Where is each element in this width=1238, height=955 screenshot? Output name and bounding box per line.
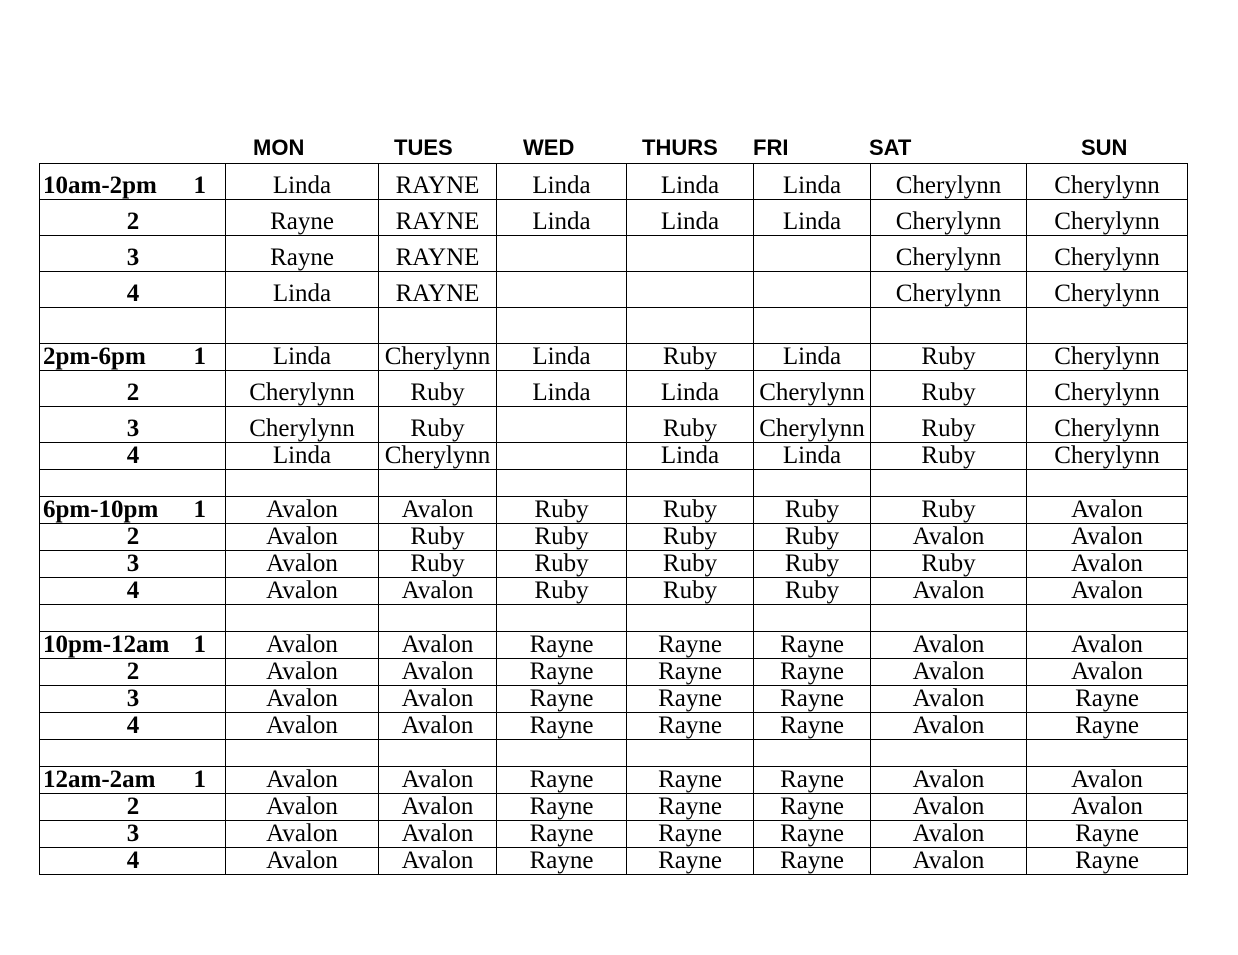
table-row (40, 551, 1188, 578)
schedule-cell: Ruby (497, 551, 627, 578)
schedule-cell: Ruby (754, 524, 871, 551)
schedule-cell: Linda (497, 200, 627, 236)
schedule-cell (497, 470, 627, 497)
schedule-cell: Cherylynn (1027, 236, 1188, 272)
schedule-cell: Avalon (226, 632, 379, 659)
schedule-cell (379, 605, 497, 632)
schedule-cell (226, 740, 379, 767)
schedule-cell: Ruby (627, 407, 754, 443)
schedule-cell: Avalon (226, 497, 379, 524)
schedule-cell: Ruby (627, 344, 754, 371)
slot-cell (40, 470, 226, 497)
shift-number: 1 (193, 766, 206, 793)
schedule-cell (871, 740, 1027, 767)
schedule-cell (627, 605, 754, 632)
schedule-cell: Rayne (497, 686, 627, 713)
shift-number: 1 (193, 496, 206, 523)
schedule-cell: Rayne (627, 767, 754, 794)
table-row (40, 713, 1188, 740)
day-header-tues: TUES (394, 135, 453, 160)
shift-number: 4 (126, 577, 140, 604)
slot-cell (40, 308, 226, 344)
slot-cell (40, 605, 226, 632)
table-row (40, 578, 1188, 605)
slot-cell (40, 659, 226, 686)
time-range-label: 10am-2pm (43, 172, 157, 199)
schedule-cell (497, 443, 627, 470)
schedule-cell: Ruby (497, 497, 627, 524)
schedule-cell: Rayne (497, 659, 627, 686)
schedule-cell: RAYNE (379, 164, 497, 200)
schedule-cell: Avalon (871, 794, 1027, 821)
table-row (40, 272, 1188, 308)
schedule-cell: Cherylynn (871, 164, 1027, 200)
schedule-cell: Rayne (627, 848, 754, 875)
schedule-cell: Avalon (226, 767, 379, 794)
schedule-cell: Cherylynn (379, 344, 497, 371)
schedule-cell (754, 236, 871, 272)
schedule-cell (1027, 470, 1188, 497)
schedule-cell: Cherylynn (1027, 407, 1188, 443)
schedule-cell: Linda (754, 200, 871, 236)
schedule-cell: Rayne (754, 686, 871, 713)
schedule-cell: Cherylynn (226, 371, 379, 407)
schedule-cell: Linda (226, 344, 379, 371)
schedule-cell: Rayne (754, 767, 871, 794)
schedule-cell: Avalon (379, 659, 497, 686)
schedule-cell: Linda (226, 164, 379, 200)
schedule-cell: Rayne (497, 794, 627, 821)
slot-cell (40, 497, 226, 524)
slot-cell (40, 164, 226, 200)
shift-number: 4 (126, 442, 140, 469)
schedule-cell: Ruby (379, 407, 497, 443)
schedule-cell: Ruby (754, 551, 871, 578)
schedule-cell: Avalon (379, 578, 497, 605)
day-header-wed: WED (523, 135, 575, 160)
schedule-cell (627, 308, 754, 344)
schedule-cell: Avalon (226, 713, 379, 740)
schedule-cell: Rayne (1027, 848, 1188, 875)
time-range-label: 6pm-10pm (43, 496, 159, 523)
schedule-cell: Ruby (497, 524, 627, 551)
slot-cell (40, 767, 226, 794)
schedule-cell: Cherylynn (1027, 164, 1188, 200)
schedule-cell: Ruby (871, 551, 1027, 578)
schedule-cell (627, 272, 754, 308)
schedule-cell: Rayne (1027, 713, 1188, 740)
schedule-cell: Cherylynn (1027, 443, 1188, 470)
slot-cell (40, 740, 226, 767)
slot-cell (40, 578, 226, 605)
schedule-cell: Ruby (627, 578, 754, 605)
schedule-cell: Linda (497, 164, 627, 200)
schedule-cell: Ruby (497, 578, 627, 605)
schedule-cell: Linda (497, 344, 627, 371)
schedule-cell: Avalon (226, 578, 379, 605)
slot-cell (40, 371, 226, 407)
schedule-cell: Linda (754, 164, 871, 200)
schedule-cell: Linda (226, 443, 379, 470)
schedule-cell: Avalon (1027, 632, 1188, 659)
schedule-cell: Linda (627, 371, 754, 407)
slot-cell (40, 794, 226, 821)
schedule-cell: Ruby (754, 497, 871, 524)
schedule-cell: Linda (754, 344, 871, 371)
table-row (40, 344, 1188, 371)
schedule-cell: Avalon (379, 686, 497, 713)
table-row (40, 164, 1188, 200)
schedule-cell (226, 470, 379, 497)
table-row (40, 236, 1188, 272)
schedule-cell: Linda (226, 272, 379, 308)
schedule-cell: Cherylynn (1027, 371, 1188, 407)
schedule-cell: Ruby (754, 578, 871, 605)
shift-number: 4 (126, 712, 140, 739)
shift-number: 2 (126, 379, 140, 406)
schedule-cell: Avalon (871, 524, 1027, 551)
schedule-cell (627, 470, 754, 497)
schedule-table (39, 163, 1188, 875)
schedule-cell: Avalon (379, 713, 497, 740)
schedule-cell (226, 308, 379, 344)
schedule-cell: Rayne (754, 848, 871, 875)
schedule-cell (226, 605, 379, 632)
schedule-cell: Avalon (871, 686, 1027, 713)
day-header-sun: SUN (1081, 135, 1128, 160)
schedule-cell (497, 236, 627, 272)
schedule-cell: Avalon (379, 794, 497, 821)
schedule-cell: Avalon (1027, 659, 1188, 686)
schedule-cell: Ruby (871, 344, 1027, 371)
schedule-cell: Rayne (497, 821, 627, 848)
schedule-cell (627, 236, 754, 272)
slot-cell (40, 524, 226, 551)
shift-number: 3 (126, 820, 140, 847)
schedule-cell: Avalon (379, 497, 497, 524)
schedule-cell: Rayne (627, 821, 754, 848)
table-row (40, 605, 1188, 632)
schedule-cell: Ruby (627, 524, 754, 551)
table-row (40, 659, 1188, 686)
schedule-cell: Cherylynn (1027, 272, 1188, 308)
shift-number: 2 (126, 523, 140, 550)
schedule-cell: Cherylynn (871, 236, 1027, 272)
table-row (40, 407, 1188, 443)
schedule-cell: Cherylynn (754, 407, 871, 443)
day-header-mon: MON (253, 135, 305, 160)
schedule-cell: Rayne (627, 686, 754, 713)
schedule-cell: Avalon (379, 848, 497, 875)
slot-cell (40, 344, 226, 371)
schedule-cell: Rayne (627, 632, 754, 659)
schedule-cell: Cherylynn (379, 443, 497, 470)
shift-number: 3 (126, 415, 140, 442)
schedule-cell: Ruby (627, 497, 754, 524)
schedule-cell: Ruby (379, 524, 497, 551)
schedule-cell: Linda (627, 200, 754, 236)
schedule-cell: Avalon (1027, 767, 1188, 794)
table-row (40, 848, 1188, 875)
schedule-cell: Ruby (871, 371, 1027, 407)
schedule-cell: Avalon (871, 821, 1027, 848)
schedule-cell: Ruby (379, 551, 497, 578)
schedule-cell: Rayne (226, 236, 379, 272)
table-row (40, 371, 1188, 407)
schedule-cell: Avalon (379, 821, 497, 848)
slot-cell (40, 407, 226, 443)
schedule-cell (871, 605, 1027, 632)
schedule-cell: RAYNE (379, 236, 497, 272)
schedule-cell (497, 605, 627, 632)
slot-cell (40, 236, 226, 272)
schedule-cell: Ruby (627, 551, 754, 578)
day-header-sat: SAT (869, 135, 912, 160)
schedule-cell: Rayne (754, 821, 871, 848)
schedule-cell: Rayne (226, 200, 379, 236)
schedule-cell: Rayne (497, 848, 627, 875)
shift-number: 1 (193, 172, 206, 199)
table-row (40, 200, 1188, 236)
table-row (40, 443, 1188, 470)
table-row (40, 686, 1188, 713)
slot-cell (40, 551, 226, 578)
schedule-cell (627, 740, 754, 767)
schedule-cell: RAYNE (379, 200, 497, 236)
schedule-cell: Avalon (871, 632, 1027, 659)
time-range-label: 10pm-12am (43, 631, 170, 658)
table-row (40, 632, 1188, 659)
shift-number: 4 (126, 847, 140, 874)
schedule-cell: Rayne (627, 659, 754, 686)
shift-number: 1 (193, 343, 206, 370)
schedule-cell: Linda (497, 371, 627, 407)
shift-number: 2 (126, 793, 140, 820)
schedule-cell: Avalon (226, 686, 379, 713)
table-row (40, 821, 1188, 848)
schedule-cell: Linda (754, 443, 871, 470)
schedule-cell (754, 470, 871, 497)
schedule-cell: Ruby (871, 407, 1027, 443)
schedule-cell (754, 605, 871, 632)
schedule-cell: Avalon (1027, 794, 1188, 821)
schedule-cell: Avalon (226, 794, 379, 821)
schedule-cell: Cherylynn (226, 407, 379, 443)
slot-cell (40, 200, 226, 236)
schedule-cell: Avalon (1027, 551, 1188, 578)
schedule-cell: Rayne (754, 659, 871, 686)
schedule-cell (754, 272, 871, 308)
slot-cell (40, 848, 226, 875)
schedule-cell: Avalon (226, 821, 379, 848)
shift-number: 1 (193, 631, 206, 658)
schedule-cell: Avalon (226, 551, 379, 578)
shift-number: 4 (126, 280, 140, 307)
slot-cell (40, 443, 226, 470)
shift-number: 3 (126, 550, 140, 577)
schedule-cell: Avalon (379, 767, 497, 794)
time-range-label: 2pm-6pm (43, 343, 146, 370)
schedule-cell (379, 470, 497, 497)
schedule-cell: Avalon (226, 524, 379, 551)
schedule-cell: Cherylynn (1027, 344, 1188, 371)
schedule-cell: Avalon (379, 632, 497, 659)
schedule-cell (1027, 605, 1188, 632)
schedule-cell: Ruby (871, 443, 1027, 470)
schedule-cell: Avalon (1027, 578, 1188, 605)
schedule-cell: Avalon (871, 578, 1027, 605)
schedule-cell: Avalon (1027, 497, 1188, 524)
day-header-fri: FRI (753, 135, 789, 160)
table-row (40, 794, 1188, 821)
schedule-cell: Rayne (497, 632, 627, 659)
slot-cell (40, 821, 226, 848)
schedule-cell: Cherylynn (1027, 200, 1188, 236)
schedule-cell (379, 740, 497, 767)
schedule-cell: Cherylynn (871, 272, 1027, 308)
schedule-cell (497, 308, 627, 344)
slot-cell (40, 686, 226, 713)
schedule-cell (497, 272, 627, 308)
schedule-cell (1027, 740, 1188, 767)
schedule-cell: Linda (627, 443, 754, 470)
schedule-cell: Ruby (379, 371, 497, 407)
time-range-label: 12am-2am (43, 766, 156, 793)
schedule-cell: Rayne (754, 632, 871, 659)
table-row (40, 308, 1188, 344)
table-row (40, 524, 1188, 551)
schedule-cell: Avalon (871, 659, 1027, 686)
schedule-cell (754, 308, 871, 344)
table-row (40, 497, 1188, 524)
schedule-cell: Cherylynn (871, 200, 1027, 236)
schedule-cell (379, 308, 497, 344)
slot-cell (40, 632, 226, 659)
schedule-cell (497, 407, 627, 443)
table-row (40, 470, 1188, 497)
schedule-cell: Avalon (226, 848, 379, 875)
schedule-cell: RAYNE (379, 272, 497, 308)
schedule-cell: Rayne (627, 713, 754, 740)
schedule-cell: Avalon (1027, 524, 1188, 551)
schedule-cell: Linda (627, 164, 754, 200)
shift-number: 2 (126, 208, 140, 235)
schedule-cell: Avalon (871, 848, 1027, 875)
schedule-cell: Rayne (627, 794, 754, 821)
schedule-cell: Avalon (226, 659, 379, 686)
schedule-cell: Cherylynn (754, 371, 871, 407)
slot-cell (40, 713, 226, 740)
schedule-cell: Rayne (1027, 821, 1188, 848)
schedule-cell: Rayne (497, 767, 627, 794)
shift-number: 2 (126, 658, 140, 685)
table-row (40, 740, 1188, 767)
schedule-cell: Rayne (754, 713, 871, 740)
schedule-cell: Avalon (871, 713, 1027, 740)
schedule-cell: Rayne (497, 713, 627, 740)
slot-cell (40, 272, 226, 308)
schedule-cell: Ruby (871, 497, 1027, 524)
schedule-cell: Rayne (1027, 686, 1188, 713)
shift-number: 3 (126, 685, 140, 712)
schedule-cell: Avalon (871, 767, 1027, 794)
schedule-cell (1027, 308, 1188, 344)
schedule-cell: Rayne (754, 794, 871, 821)
schedule-cell (871, 308, 1027, 344)
day-header-thurs: THURS (642, 135, 718, 160)
schedule-cell (497, 740, 627, 767)
shift-number: 3 (126, 244, 140, 271)
schedule-cell (871, 470, 1027, 497)
schedule-cell (754, 740, 871, 767)
table-row (40, 767, 1188, 794)
